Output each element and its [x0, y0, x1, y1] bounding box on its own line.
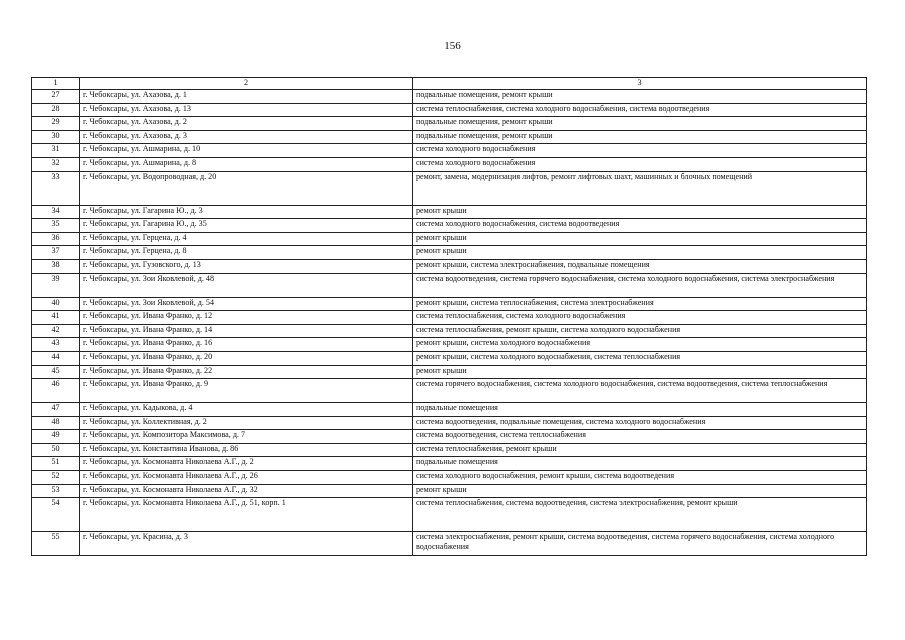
row-number-cell: 55 — [32, 532, 80, 556]
address-cell: г. Чебоксары, ул. Герцена, д. 8 — [80, 246, 413, 260]
works-cell: ремонт крыши, система холодного водоснабжения — [413, 338, 867, 352]
table-row — [32, 484, 867, 498]
works-cell: система электроснабжения, ремонт крыши, система водоотведения, система горячего водоснабжения, система холодного водоснабжения — [413, 532, 867, 556]
row-number-cell: 45 — [32, 365, 80, 379]
table-row — [32, 338, 867, 352]
works-cell: подвальные помещения — [413, 403, 867, 417]
address-cell: г. Чебоксары, ул. Ашмарина, д. 10 — [80, 144, 413, 158]
address-cell: г. Чебоксары, ул. Гагарина Ю., д. 35 — [80, 219, 413, 233]
works-cell: ремонт крыши — [413, 246, 867, 260]
registry-table — [31, 77, 867, 556]
works-cell: система водоотведения, система теплоснабжения — [413, 430, 867, 444]
table-row — [32, 311, 867, 325]
works-cell: подвальные помещения, ремонт крыши — [413, 130, 867, 144]
page-number: 156 — [444, 40, 461, 52]
works-cell: ремонт крыши, система электроснабжения, подвальные помещения — [413, 259, 867, 273]
works-cell: ремонт, замена, модернизация лифтов, ремонт лифтовых шахт, машинных и блочных помещений — [413, 171, 867, 205]
address-cell: г. Чебоксары, ул. Водопроводная, д. 20 — [80, 171, 413, 205]
row-number-cell: 49 — [32, 430, 80, 444]
address-cell: г. Чебоксары, ул. Космонавта Николаева А.Г., д. 51, корп. 1 — [80, 498, 413, 532]
works-cell: система теплоснабжения, система водоотведения, система электроснабжения, ремонт крыши — [413, 498, 867, 532]
column-header-number: 1 — [32, 78, 80, 90]
table-row — [32, 144, 867, 158]
works-cell: система теплоснабжения, ремонт крыши — [413, 443, 867, 457]
row-number-cell: 40 — [32, 297, 80, 311]
row-number-cell: 28 — [32, 103, 80, 117]
row-number-cell: 29 — [32, 117, 80, 131]
table-row — [32, 403, 867, 417]
table-row — [32, 246, 867, 260]
table-row — [32, 324, 867, 338]
address-cell: г. Чебоксары, ул. Ахазова, д. 3 — [80, 130, 413, 144]
table-row — [32, 103, 867, 117]
works-cell: подвальные помещения, ремонт крыши — [413, 117, 867, 131]
address-cell: г. Чебоксары, ул. Ивана Франко, д. 14 — [80, 324, 413, 338]
table-row — [32, 443, 867, 457]
row-number-cell: 32 — [32, 157, 80, 171]
address-cell: г. Чебоксары, ул. Ивана Франко, д. 9 — [80, 379, 413, 403]
address-cell: г. Чебоксары, ул. Коллективная, д. 2 — [80, 416, 413, 430]
address-cell: г. Чебоксары, ул. Ивана Франко, д. 22 — [80, 365, 413, 379]
works-cell: система теплоснабжения, система холодного водоснабжения, система водоотведения — [413, 103, 867, 117]
works-cell: подвальные помещения, ремонт крыши — [413, 90, 867, 104]
table-row — [32, 219, 867, 233]
address-cell: г. Чебоксары, ул. Космонавта Николаева А.Г., д. 2 — [80, 457, 413, 471]
row-number-cell: 41 — [32, 311, 80, 325]
row-number-cell: 27 — [32, 90, 80, 104]
table-row — [32, 532, 867, 556]
row-number-cell: 34 — [32, 205, 80, 219]
works-cell: система холодного водоснабжения — [413, 157, 867, 171]
row-number-cell: 43 — [32, 338, 80, 352]
address-cell: г. Чебоксары, ул. Композитора Максимова, д. 7 — [80, 430, 413, 444]
table-row — [32, 157, 867, 171]
row-number-cell: 54 — [32, 498, 80, 532]
works-cell: ремонт крыши — [413, 232, 867, 246]
table-row — [32, 90, 867, 104]
address-cell: г. Чебоксары, ул. Зои Яковлевой, д. 54 — [80, 297, 413, 311]
address-cell: г. Чебоксары, ул. Ахазова, д. 2 — [80, 117, 413, 131]
row-number-cell: 48 — [32, 416, 80, 430]
row-number-cell: 47 — [32, 403, 80, 417]
row-number-cell: 51 — [32, 457, 80, 471]
row-number-cell: 38 — [32, 259, 80, 273]
address-cell: г. Чебоксары, ул. Гагарина Ю., д. 3 — [80, 205, 413, 219]
table-row — [32, 471, 867, 485]
address-cell: г. Чебоксары, ул. Константина Иванова, д. 86 — [80, 443, 413, 457]
works-cell: подвальные помещения — [413, 457, 867, 471]
table-row — [32, 297, 867, 311]
table-body — [32, 90, 867, 556]
address-cell: г. Чебоксары, ул. Ахазова, д. 1 — [80, 90, 413, 104]
row-number-cell: 44 — [32, 351, 80, 365]
table-row — [32, 273, 867, 297]
row-number-cell: 53 — [32, 484, 80, 498]
works-cell: система теплоснабжения, система холодного водоснабжения — [413, 311, 867, 325]
table-row — [32, 171, 867, 205]
row-number-cell: 37 — [32, 246, 80, 260]
works-cell: ремонт крыши — [413, 365, 867, 379]
table-row — [32, 416, 867, 430]
table-row — [32, 430, 867, 444]
works-cell: ремонт крыши, система теплоснабжения, система электроснабжения — [413, 297, 867, 311]
address-cell: г. Чебоксары, ул. Герцена, д. 4 — [80, 232, 413, 246]
row-number-cell: 31 — [32, 144, 80, 158]
address-cell: г. Чебоксары, ул. Ивана Франко, д. 20 — [80, 351, 413, 365]
works-cell: система теплоснабжения, ремонт крыши, система холодного водоснабжения — [413, 324, 867, 338]
table-row — [32, 498, 867, 532]
table-row — [32, 379, 867, 403]
table-row — [32, 130, 867, 144]
works-cell: ремонт крыши — [413, 484, 867, 498]
works-cell: система водоотведения, подвальные помещения, система холодного водоснабжения — [413, 416, 867, 430]
table-row — [32, 365, 867, 379]
row-number-cell: 33 — [32, 171, 80, 205]
table-row — [32, 117, 867, 131]
works-cell: система холодного водоснабжения, система водоотведения — [413, 219, 867, 233]
row-number-cell: 52 — [32, 471, 80, 485]
address-cell: г. Чебоксары, ул. Ивана Франко, д. 16 — [80, 338, 413, 352]
works-cell: система горячего водоснабжения, система холодного водоснабжения, система водоотведения, система теплоснабжения — [413, 379, 867, 403]
row-number-cell: 35 — [32, 219, 80, 233]
address-cell: г. Чебоксары, ул. Космонавта Николаева А.Г., д. 32 — [80, 484, 413, 498]
column-header-works: 3 — [413, 78, 867, 90]
row-number-cell: 42 — [32, 324, 80, 338]
row-number-cell: 50 — [32, 443, 80, 457]
table-row — [32, 205, 867, 219]
address-cell: г. Чебоксары, ул. Зои Яковлевой, д. 48 — [80, 273, 413, 297]
works-cell: система холодного водоснабжения, ремонт крыши, система водоотведения — [413, 471, 867, 485]
address-cell: г. Чебоксары, ул. Ашмарина, д. 8 — [80, 157, 413, 171]
works-cell: ремонт крыши, система холодного водоснабжения, система теплоснабжения — [413, 351, 867, 365]
address-cell: г. Чебоксары, ул. Кадыкова, д. 4 — [80, 403, 413, 417]
table-row — [32, 232, 867, 246]
table-header-row — [32, 78, 867, 90]
row-number-cell: 39 — [32, 273, 80, 297]
address-cell: г. Чебоксары, ул. Ивана Франко, д. 12 — [80, 311, 413, 325]
works-cell: система водоотведения, система горячего водоснабжения, система холодного водоснабжения, система электроснабжения — [413, 273, 867, 297]
table-row — [32, 457, 867, 471]
row-number-cell: 36 — [32, 232, 80, 246]
works-cell: ремонт крыши — [413, 205, 867, 219]
table-row — [32, 351, 867, 365]
address-cell: г. Чебоксары, ул. Гузовского, д. 13 — [80, 259, 413, 273]
row-number-cell: 30 — [32, 130, 80, 144]
works-cell: система холодного водоснабжения — [413, 144, 867, 158]
address-cell: г. Чебоксары, ул. Космонавта Николаева А.Г., д. 26 — [80, 471, 413, 485]
column-header-address: 2 — [80, 78, 413, 90]
table-row — [32, 259, 867, 273]
row-number-cell: 46 — [32, 379, 80, 403]
address-cell: г. Чебоксары, ул. Ахазова, д. 13 — [80, 103, 413, 117]
address-cell: г. Чебоксары, ул. Красина, д. 3 — [80, 532, 413, 556]
